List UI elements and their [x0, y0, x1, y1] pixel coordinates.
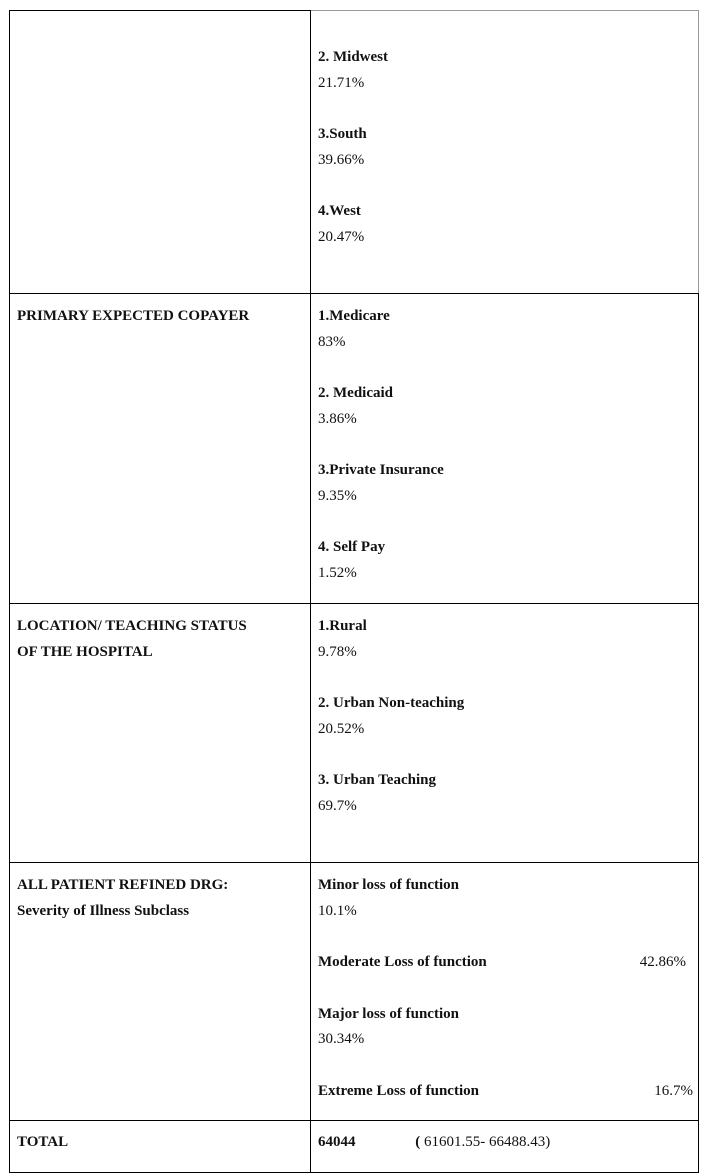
row-label: PRIMARY EXPECTED COPAYER: [17, 308, 250, 324]
item-name: Major loss of function: [318, 1005, 459, 1022]
list-item: [318, 1002, 698, 1053]
list-item: [318, 768, 698, 819]
list-item: [318, 381, 698, 432]
item-value: 10.1%: [318, 902, 357, 919]
item-name: Moderate Loss of function: [318, 954, 487, 970]
row-label-line1: ALL PATIENT REFINED DRG:: [17, 877, 229, 893]
drg-label-cell: [10, 863, 311, 1121]
item-value: 21.71%: [318, 74, 365, 91]
copayer-label-cell: [10, 294, 311, 604]
item-value: 69.7%: [318, 797, 357, 814]
item-value: 1.52%: [318, 564, 357, 581]
total-values-cell: [311, 1121, 699, 1173]
location-label-cell: [10, 604, 311, 863]
table-row-drg: [10, 863, 699, 1121]
total-label-cell: [10, 1121, 311, 1173]
row-label-line2: OF THE HOSPITAL: [17, 643, 153, 660]
item-name: 3.South: [318, 126, 367, 142]
statistics-table: [9, 10, 699, 1173]
item-name: 1.Medicare: [318, 308, 390, 324]
item-name: Minor loss of function: [318, 877, 459, 893]
list-item: [318, 614, 698, 665]
list-item: [318, 873, 698, 924]
item-name: 1.Rural: [318, 618, 367, 634]
table-row-location: [10, 604, 699, 863]
item-name: Extreme Loss of function: [318, 1082, 479, 1099]
list-item: [318, 199, 698, 250]
list-item: [318, 535, 698, 586]
list-item: [318, 458, 698, 509]
item-name: 2. Urban Non-teaching: [318, 695, 465, 711]
list-item: [318, 45, 698, 96]
list-item: [318, 304, 698, 355]
location-values-cell: [311, 604, 699, 863]
item-value: 16.7%: [654, 1082, 693, 1099]
item-name: 2. Midwest: [318, 49, 388, 65]
list-item: [318, 950, 698, 976]
confidence-interval: [415, 1134, 550, 1150]
item-value: 20.47%: [318, 228, 365, 245]
item-value: 42.86%: [639, 954, 686, 970]
table-row-region: [10, 11, 699, 294]
item-name: 2. Medicaid: [318, 385, 393, 401]
drg-values-cell: [311, 863, 699, 1121]
item-name: 4.West: [318, 203, 361, 219]
item-value: 83%: [318, 333, 346, 350]
table-row-total: [10, 1121, 699, 1173]
row-label: TOTAL: [17, 1134, 69, 1150]
item-value: 9.78%: [318, 643, 357, 660]
item-name: 3. Urban Teaching: [318, 772, 436, 788]
item-name: 4. Self Pay: [318, 539, 386, 555]
item-value: 3.86%: [318, 410, 357, 427]
item-value: 30.34%: [318, 1031, 365, 1047]
row-label-line2: Severity of Illness Subclass: [17, 902, 190, 919]
item-value: 39.66%: [318, 151, 365, 168]
region-values-cell: [311, 11, 699, 294]
ci-open-paren: (: [415, 1134, 421, 1150]
item-value: 9.35%: [318, 487, 357, 504]
copayer-values-cell: [311, 294, 699, 604]
list-item: [318, 691, 698, 742]
table-row-copayer: [10, 294, 699, 604]
list-item: [318, 122, 698, 173]
item-name: 3.Private Insurance: [318, 462, 444, 478]
ci-range: 61601.55- 66488.43): [420, 1134, 551, 1150]
list-item: [318, 1079, 698, 1105]
row-label-line1: LOCATION/ TEACHING STATUS: [17, 618, 247, 634]
region-label-cell: [10, 11, 311, 294]
total-value: 64044: [318, 1134, 356, 1150]
item-value: 20.52%: [318, 720, 365, 737]
